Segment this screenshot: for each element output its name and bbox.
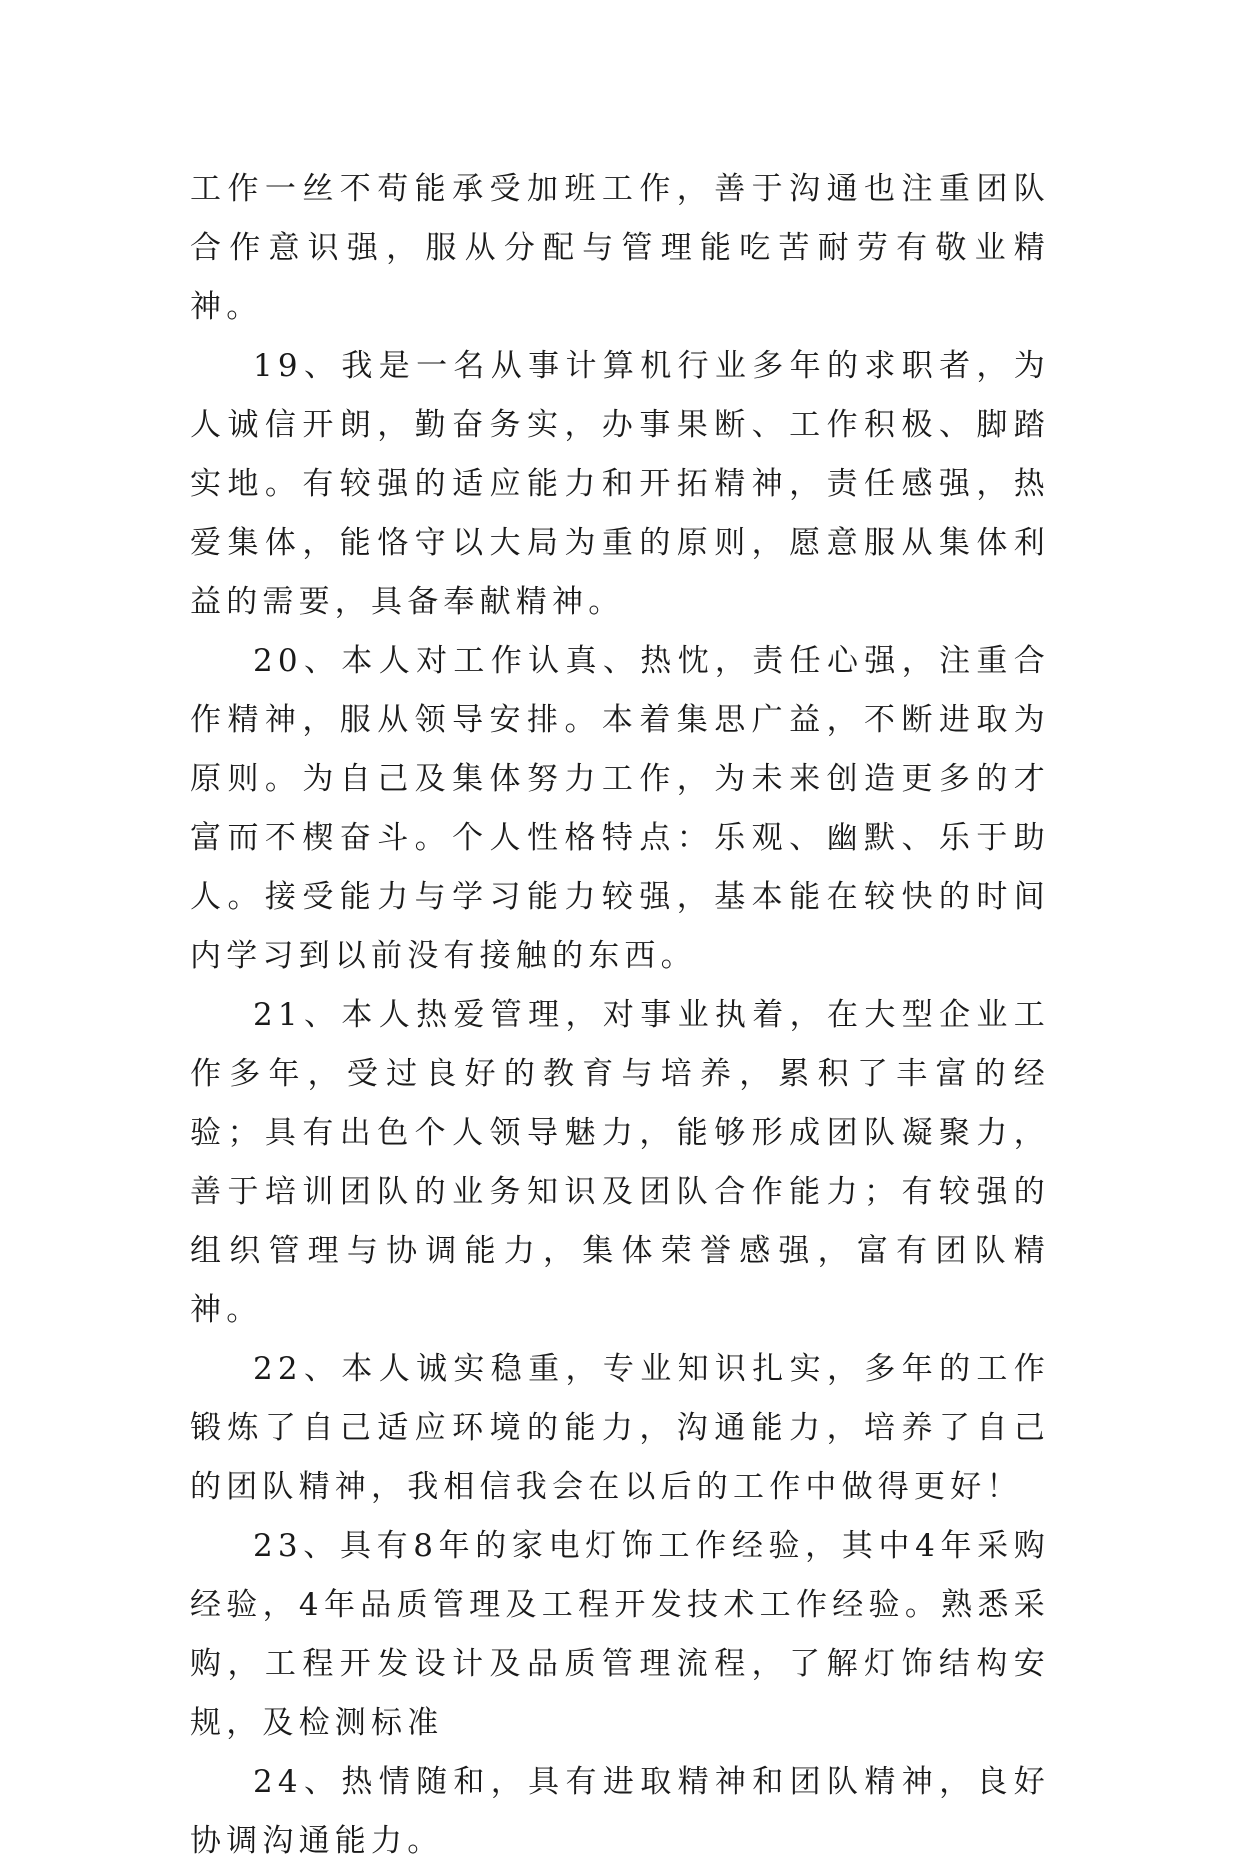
paragraph-21: 21、本人热爱管理，对事业执着，在大型企业工作多年，受过良好的教育与培养，累积了丰富的经验；具有出色个人领导魅力，能够形成团队凝聚力，善于培训团队的业务知识及团队合作能力；有较强的组织管理与协调能力，集体荣誉感强，富有团队精神。 — [190, 997, 1050, 1328]
paragraph-22: 22、本人诚实稳重，专业知识扎实，多年的工作锻炼了自己适应环境的能力，沟通能力，培养了自己的团队精神，我相信我会在以后的工作中做得更好！ — [190, 1351, 1050, 1505]
document-body — [190, 160, 1050, 1871]
paragraph-continued: 工作一丝不苟能承受加班工作，善于沟通也注重团队合作意识强，服从分配与管理能吃苦耐劳有敬业精神。 — [190, 171, 1050, 325]
paragraph-20: 20、本人对工作认真、热忱，责任心强，注重合作精神，服从领导安排。本着集思广益，不断进取为原则。为自己及集体努力工作，为未来创造更多的才富而不楔奋斗。个人性格特点：乐观、幽默、乐于助人。接受能力与学习能力较强，基本能在较快的时间内学习到以前没有接触的东西。 — [190, 643, 1050, 974]
paragraph-23: 23、具有8年的家电灯饰工作经验，其中4年采购经验，4年品质管理及工程开发技术工作经验。熟悉采购，工程开发设计及品质管理流程，了解灯饰结构安规，及检测标准 — [190, 1528, 1050, 1741]
paragraph-19: 19、我是一名从事计算机行业多年的求职者，为人诚信开朗，勤奋务实，办事果断、工作积极、脚踏实地。有较强的适应能力和开拓精神，责任感强，热爱集体，能恪守以大局为重的原则，愿意服从集体利益的需要，具备奉献精神。 — [190, 348, 1050, 620]
paragraph-24: 24、热情随和，具有进取精神和团队精神，良好协调沟通能力。 — [190, 1764, 1050, 1859]
